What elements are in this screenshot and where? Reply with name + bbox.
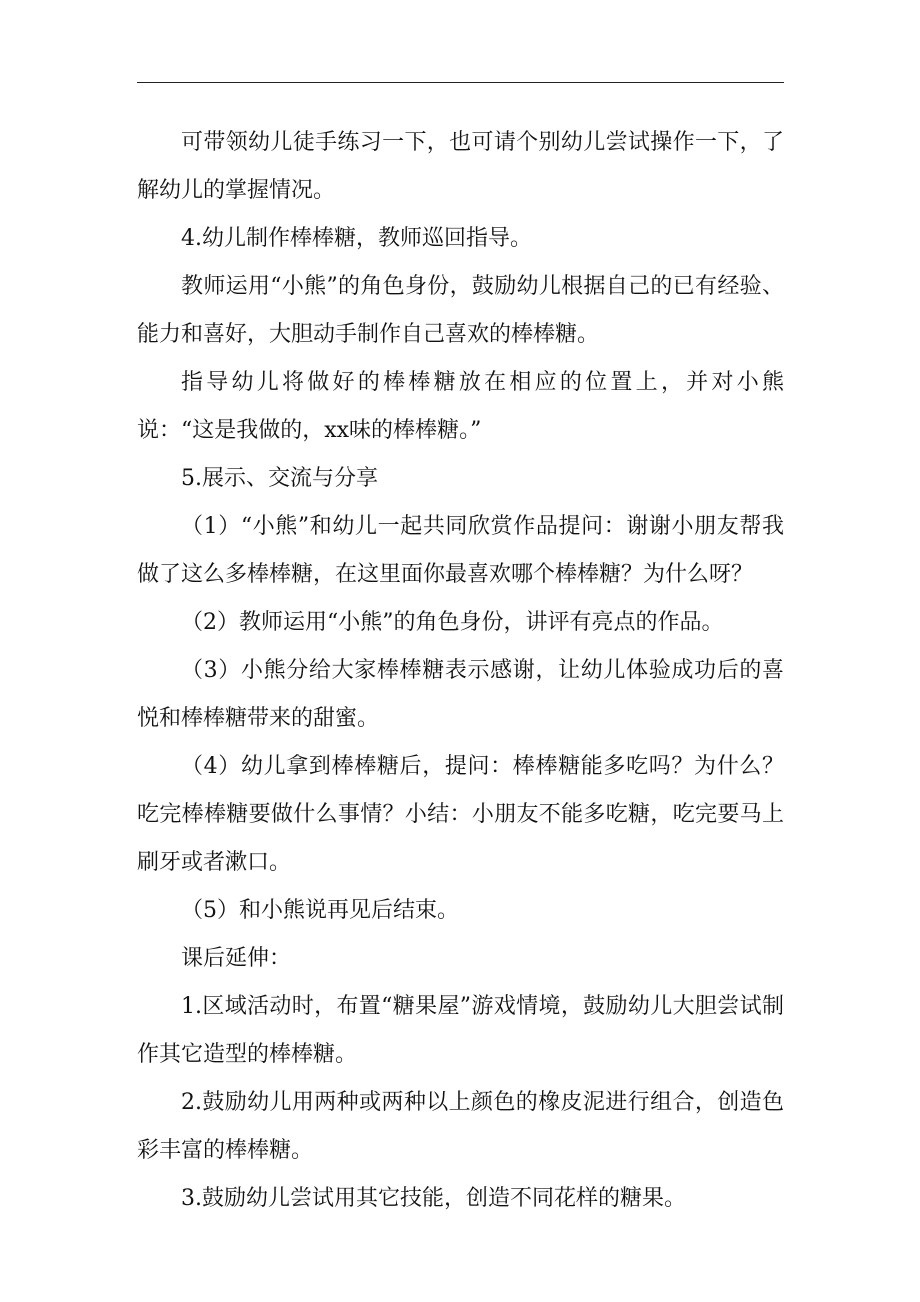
document-body xyxy=(137,119,784,1223)
paragraph-item-5: （5）和小熊说再见后结束。 xyxy=(181,898,459,923)
paragraph-step-4: 4.幼儿制作棒棒糖，教师巡回指导。 xyxy=(181,226,532,251)
paragraph-extension-heading: 课后延伸： xyxy=(181,946,292,971)
paragraph-item-2: （2）教师运用“小熊”的角色身份，讲评有亮点的作品。 xyxy=(181,610,724,635)
paragraph-item-3: （3）小熊分给大家棒棒糖表示感谢，让幼儿体验成功后的喜悦和棒棒糖带来的甜蜜。 xyxy=(137,658,784,731)
paragraph-teacher-role: 教师运用“小熊”的角色身份，鼓励幼儿根据自己的已有经验、能力和喜好，大胆动手制作自己喜欢的棒棒糖。 xyxy=(137,274,784,347)
paragraph-item-4: （4）幼儿拿到棒棒糖后，提问：棒棒糖能多吃吗？为什么？吃完棒棒糖要做什么事情？小结：小朋友不能多吃糖，吃完要马上刷牙或者漱口。 xyxy=(137,754,784,875)
paragraph-step-5: 5.展示、交流与分享 xyxy=(181,466,378,491)
paragraph-extension-1: 1.区域活动时，布置“糖果屋”游戏情境，鼓励幼儿大胆尝试制作其它造型的棒棒糖。 xyxy=(137,994,784,1067)
paragraph-practice: 可带领幼儿徒手练习一下，也可请个别幼儿尝试操作一下，了解幼儿的掌握情况。 xyxy=(137,130,784,203)
paragraph-item-1: （1）“小熊”和幼儿一起共同欣赏作品提问：谢谢小朋友帮我做了这么多棒棒糖，在这里面你最喜欢哪个棒棒糖？为什么呀？ xyxy=(137,514,784,587)
header-rule xyxy=(137,82,784,83)
paragraph-extension-3: 3.鼓励幼儿尝试用其它技能，创造不同花样的糖果。 xyxy=(181,1186,686,1211)
paragraph-guide-placement: 指导幼儿将做好的棒棒糖放在相应的位置上，并对小熊说：“这是我做的，xx味的棒棒糖。” xyxy=(137,370,784,443)
paragraph-extension-2: 2.鼓励幼儿用两种或两种以上颜色的橡皮泥进行组合，创造色彩丰富的棒棒糖。 xyxy=(137,1090,784,1163)
